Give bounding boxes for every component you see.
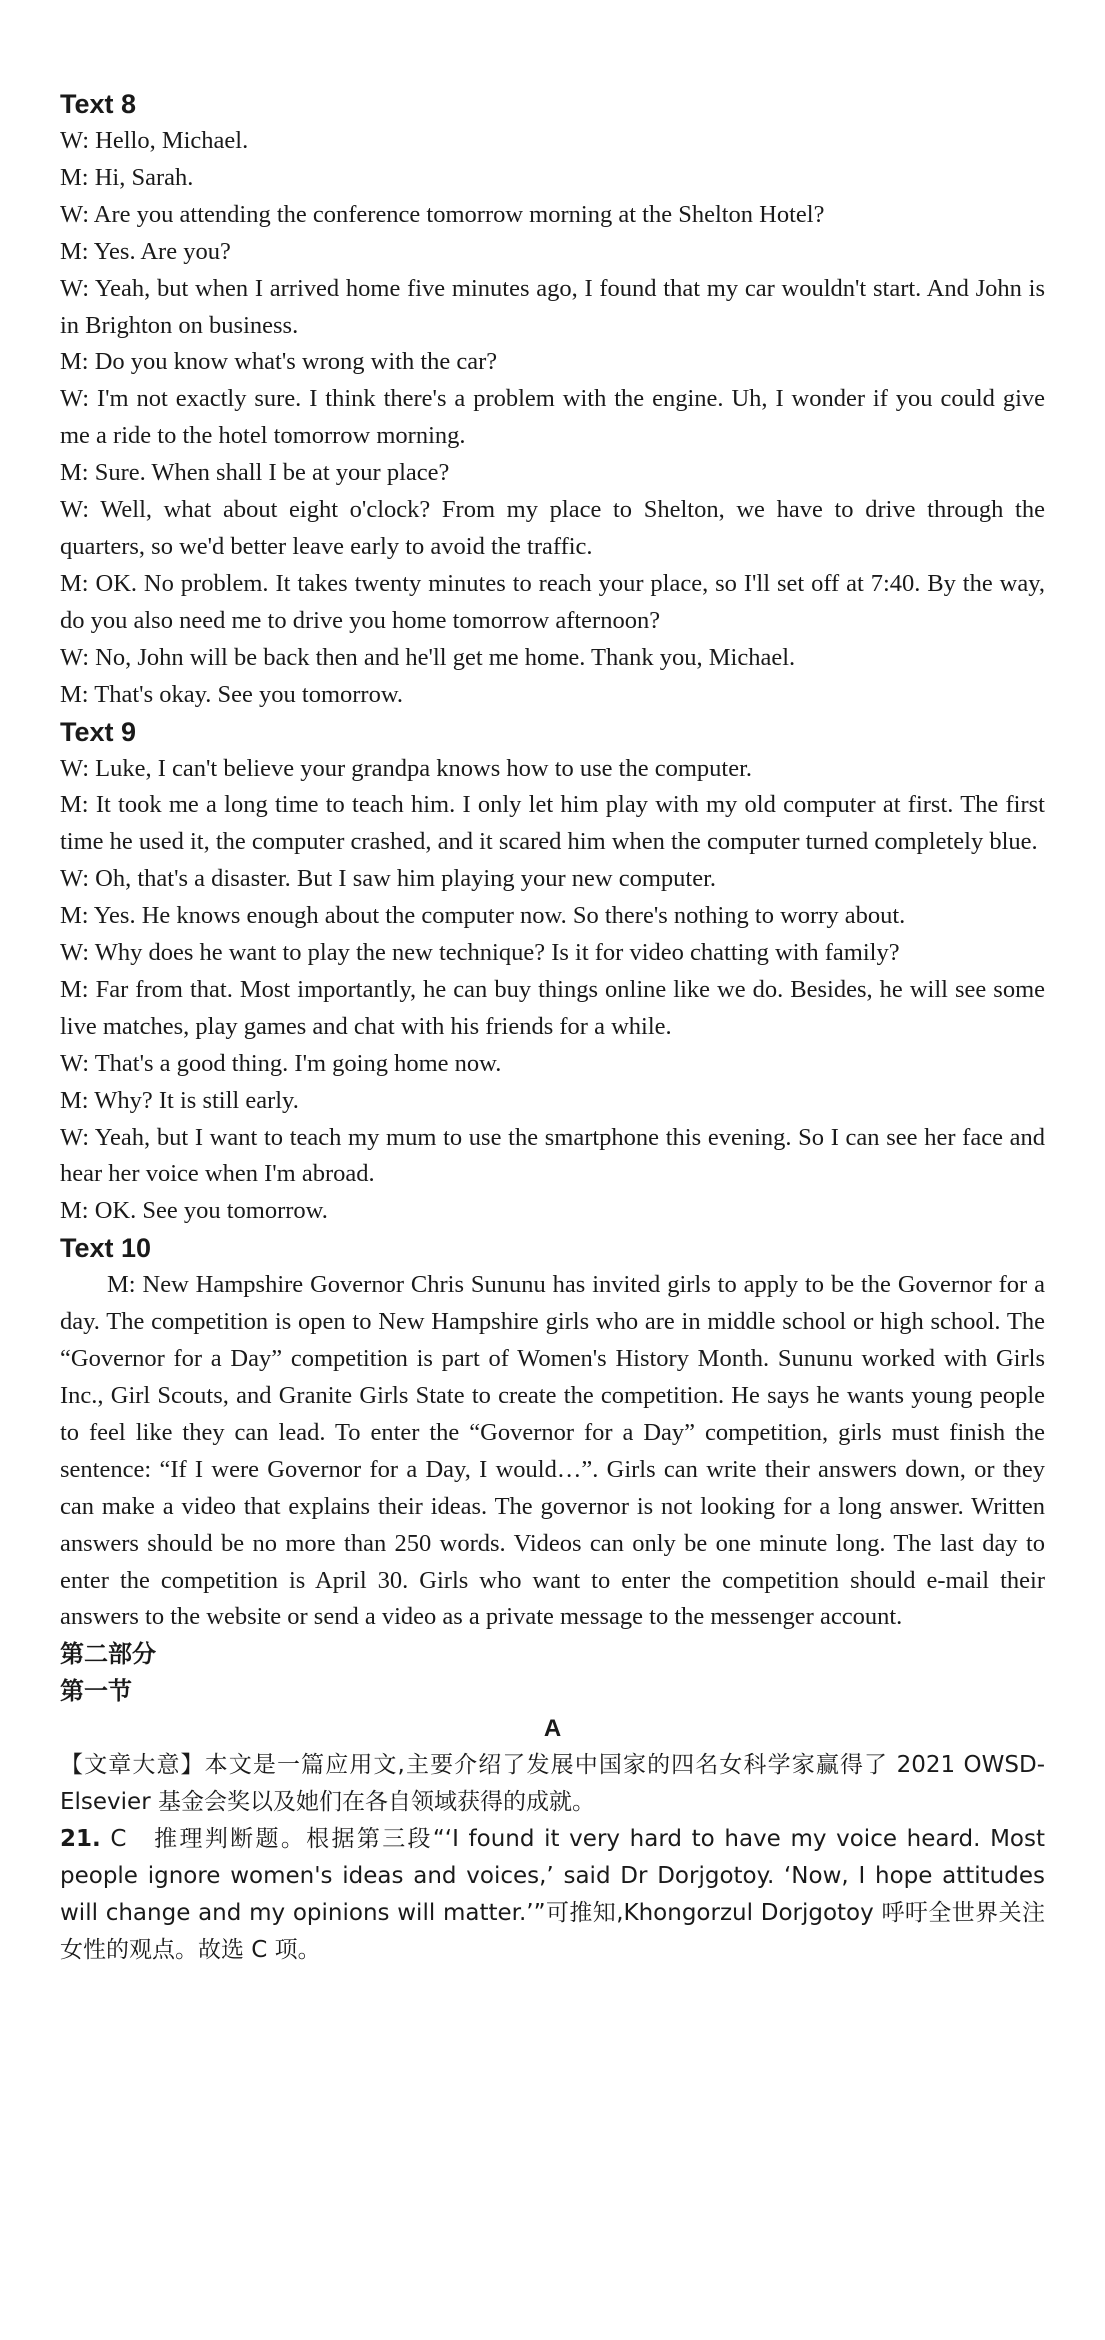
question-21-explanation [60,1821,1045,1969]
dialogue-line: M: Yes. He knows enough about the computer now. So there's nothing to worry about. [60,902,906,930]
text10-title: Text 10 [60,1233,152,1264]
dialogue-line: M: OK. No problem. It takes twenty minutes to reach your place, so I'll set off at 7:40. By the way, do you also need me to drive you home tomorrow afternoon? [60,569,1045,634]
dialogue-line: W: Luke, I can't believe your grandpa knows how to use the computer. [60,754,753,782]
dialogue-line: W: That's a good thing. I'm going home now. [60,1049,502,1077]
question-21-body: C 推理判断题。根据第三段“‘I found it very hard to have my voice heard. Most people ignore women's ideas and voices,’ said Dr Dorjgotoy. ‘Now, I hope attitudes will change and my opinions will matter.’”可推知,Khongorzul Dorjgotoy 呼吁全世界关注女性的观点。故选 C 项。 [60,1826,1045,1964]
dialogue-line: M: Do you know what's wrong with the car? [60,348,498,376]
text9-section [60,714,1045,1231]
dialogue-line: M: Hi, Sarah. [60,163,194,191]
dialogue-line: M: That's okay. See you tomorrow. [60,680,404,708]
answer-key-page [60,86,1045,1969]
dialogue-line: M: Why? It is still early. [60,1086,299,1114]
text8-section [60,86,1045,714]
monologue-paragraph: M: New Hampshire Governor Chris Sununu has invited girls to apply to be the Governor for a day. The competition is open to New Hampshire girls who are in middle school or high school. The “Governor for a Day” competition is part of Women's History Month. Sununu worked with Girls Inc., Girl Scouts, and Granite Girls State to create the competition. He says he wants young people to feel like they can lead. To enter the “Governor for a Day” competition, girls must finish the sentence: “If I were Governor for a Day, I would…”. Girls can write their answers down, or they can make a video that explains their ideas. The governor is not looking for a long answer. Written answers should be no more than 250 words. Videos can only be one minute long. The last day to enter the competition is April 30. Girls who want to enter the competition should e-mail their answers to the website or send a video as a private message to the messenger account. [60,1271,1045,1631]
text8-title: Text 8 [60,89,137,119]
text10-section [60,1230,1045,1636]
dialogue-line: W: Yeah, but when I arrived home five minutes ago, I found that my car wouldn't start. And John is in Brighton on business. [60,274,1045,339]
dialogue-line: W: Hello, Michael. [60,127,249,154]
dialogue-line: W: Are you attending the conference tomorrow morning at the Shelton Hotel? [60,200,825,228]
part2-section [60,1636,1045,1969]
dialogue-line: W: Why does he want to play the new technique? Is it for video chatting with family? [60,939,900,967]
section-title: 第一节 [60,1677,132,1706]
dialogue-line: M: It took me a long time to teach him. I only let him play with my old computer at first. The first time he used it, the computer crashed, and it scared him when the computer turned completely blue. [60,791,1045,856]
dialogue-line: M: Yes. Are you? [60,237,231,265]
dialogue-line: W: Yeah, but I want to teach my mum to use the smartphone this evening. So I can see her face and hear her voice when I'm abroad. [60,1123,1045,1188]
text9-title: Text 9 [60,716,137,747]
dialogue-line: M: Sure. When shall I be at your place? [60,459,450,487]
dialogue-line: W: I'm not exactly sure. I think there's a problem with the engine. Uh, I wonder if you could give me a ride to the hotel tomorrow morning. [60,385,1045,450]
passage-summary: 【文章大意】本文是一篇应用文,主要介绍了发展中国家的四名女科学家赢得了 2021 OWSD-Elsevier 基金会奖以及她们在各自领域获得的成就。 [60,1752,1045,1816]
dialogue-line: W: No, John will be back then and he'll get me home. Thank you, Michael. [60,643,796,671]
part-title: 第二部分 [60,1640,156,1669]
dialogue-line: W: Well, what about eight o'clock? From my place to Shelton, we have to drive through the quarters, so we'd better leave early to avoid the traffic. [60,496,1045,560]
question-number: 21. [60,1826,101,1853]
dialogue-line: W: Oh, that's a disaster. But I saw him playing your new computer. [60,865,717,893]
dialogue-line: M: OK. See you tomorrow. [60,1197,328,1225]
passage-letter: A [543,1715,562,1743]
dialogue-line: M: Far from that. Most importantly, he can buy things online like we do. Besides, he will see some live matches, play games and chat with his friends for a while. [60,975,1045,1040]
